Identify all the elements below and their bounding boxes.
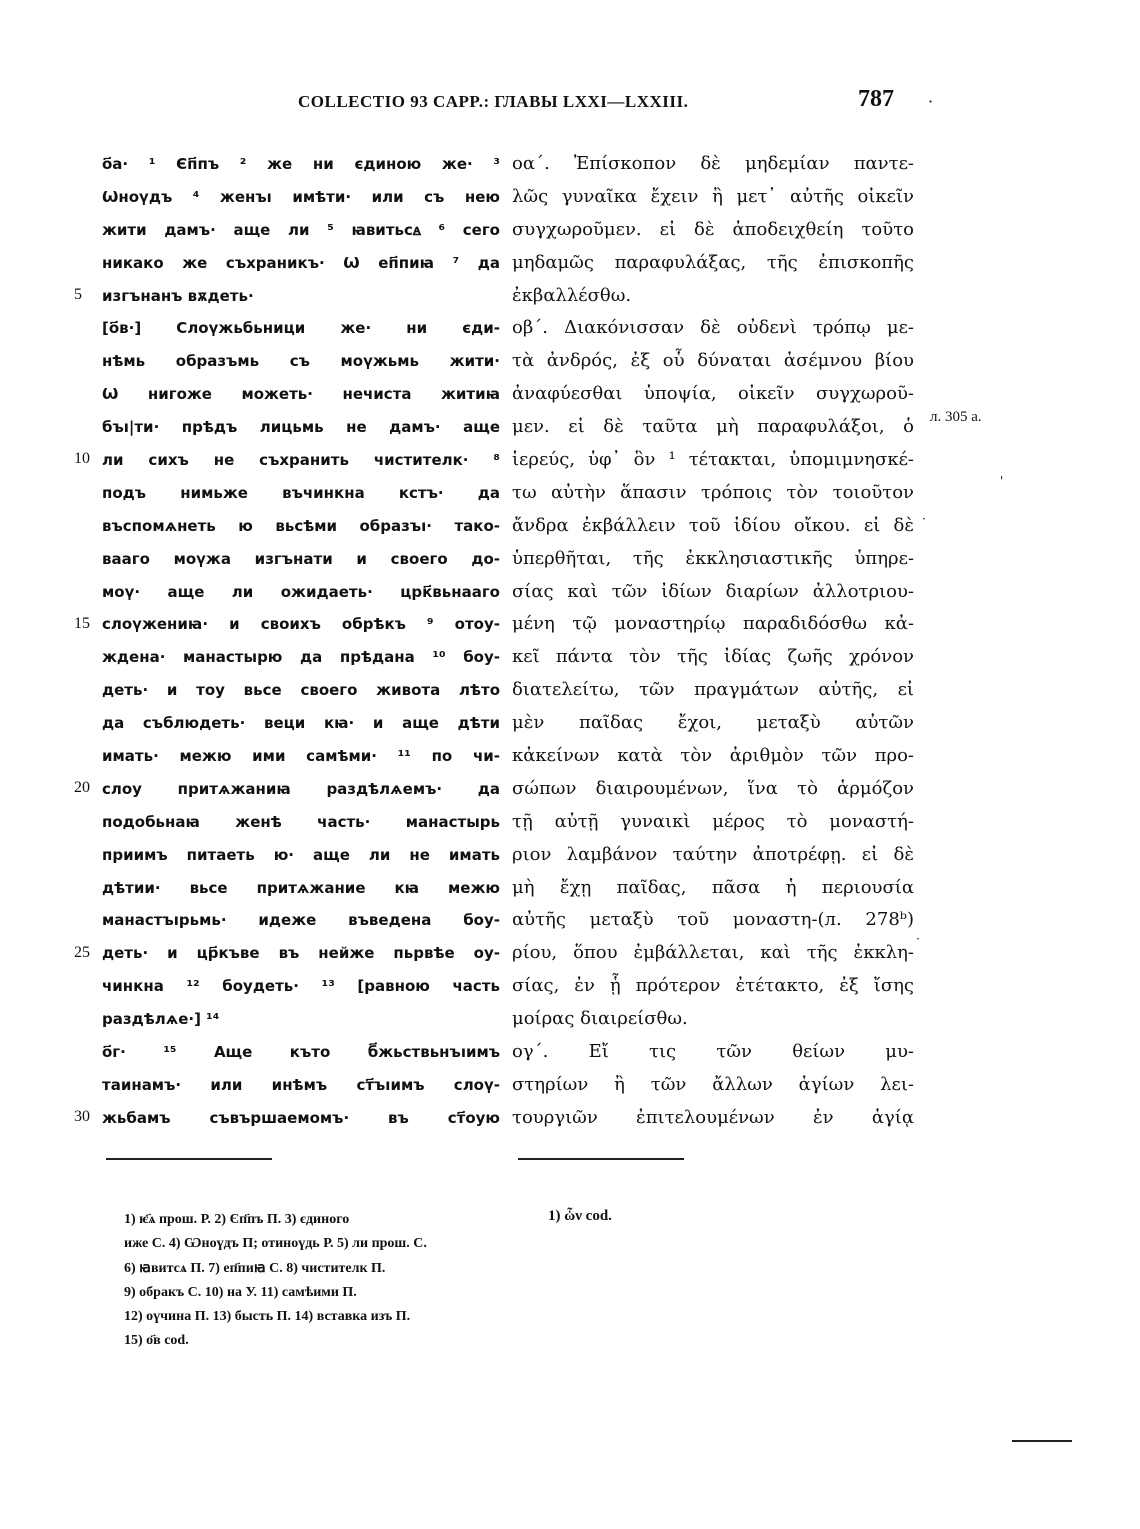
text-line: σώπων διαιρουμένων, ἵνα τὸ ἁρμόζον	[512, 777, 914, 799]
margin-folio-note: л. 305 a.	[930, 409, 982, 425]
text-line: ρίου, ὅπου ἐμβάλλεται, καὶ τῆς ἐκκλη-	[512, 942, 914, 964]
text-line: имать· межю ими самѣми· ¹¹ по чи-	[102, 747, 500, 766]
text-line: μοίρας διαιρείσθω.	[512, 1008, 688, 1030]
text-line: ογ΄. Εἴ τις τῶν θείων μυ-	[512, 1041, 914, 1063]
text-line: изгънанъ вѫдеть·	[102, 286, 254, 305]
text-line: никако же съхраникъ· Ѡ еп҃пиꙗ ⁷ да	[102, 253, 500, 272]
text-line: въспомѧнеть ю вьсѣми образъı· тако-	[102, 516, 500, 535]
corner-scribble-mark	[1012, 1440, 1072, 1442]
text-line: ли сихъ не съхранить чистителк· ⁸	[102, 451, 500, 470]
slavonic-text-column	[102, 148, 500, 1135]
text-line: деть· и тоу вьсе своего живота лѣто	[102, 681, 500, 700]
stray-mark: ·	[916, 932, 920, 946]
stray-mark: '	[1000, 474, 1004, 488]
text-line: чинкна ¹² боудеть· ¹³ [равною часть	[102, 977, 500, 996]
text-line: подобьнаꙗ женѣ часть· манастырь	[102, 812, 500, 831]
text-line: Ѡноүдъ ⁴ женъı имѣти· или съ нею	[102, 187, 500, 206]
stray-mark: ·	[922, 512, 926, 526]
header-dot-mark: ·	[928, 92, 934, 111]
text-line: Ѡ нигоже можеть· нечиста житиꙗ	[102, 385, 500, 404]
line-number: 20	[74, 779, 90, 797]
footnote-rule-left	[106, 1158, 272, 1160]
text-line: μένη τῷ μοναστηρίῳ παραδιδόσθω κἀ-	[512, 613, 914, 635]
text-line: ἀναφύεσθαι ὑποψία, οἰκεῖν συγχωροῦ-	[512, 383, 914, 405]
line-number: 15	[74, 614, 90, 632]
text-line: подъ нимьже въчинкна кстъ· да	[102, 483, 500, 502]
text-line: деть· и цр҃къве въ нейже пьрвѣе оу-	[102, 944, 500, 963]
text-line: τουργιῶν ἐπιτελουμένων ἐν ἁγίᾳ	[512, 1106, 914, 1128]
text-line: κεῖ πάντα τὸν τῆς ἰδίας ζωῆς χρόνον	[512, 646, 914, 668]
text-line: ἱερεύς, ὑφ᾽ ὃν ¹ τέτακται, ὑπομιμνησκέ-	[512, 449, 914, 471]
text-line: приимъ питаеть ю· аще ли не имать	[102, 845, 500, 864]
text-line: бъı|ти· прѣдъ лицьмь не дамъ· аще	[102, 418, 500, 437]
text-line: вааго моүжа изгънати и своего до-	[102, 549, 500, 568]
text-line: λῶς γυναῖκα ἔχειν ἢ μετ᾽ αὐτῆς οἰκεῖν	[512, 185, 914, 207]
text-line: μεν. εἰ δὲ ταῦτα μὴ παραφυλάξοι, ὁ	[512, 416, 914, 438]
text-line: слоүжениꙗ· и своихъ обрѣкъ ⁹ отоу-	[102, 615, 500, 634]
text-line: манастъıрьмь· идеже въведена боу-	[102, 911, 500, 930]
text-line: μηδαμῶς παραφυλάξας, τῆς ἐπισκοπῆς	[512, 251, 914, 273]
text-line: о҃г· ¹⁵ Аще къто б҃жьствьнъıимъ	[102, 1043, 500, 1062]
text-line: ριον λαμβάνον ταύτην ἀποτρέφῃ. εἰ δὲ	[512, 843, 914, 865]
text-line: τῇ αὐτῇ γυναικὶ μέρος τὸ μοναστή-	[512, 810, 914, 832]
text-line: раздѣлѧе·] ¹⁴	[102, 1010, 220, 1029]
text-line: 15) о҃в cod.	[124, 1333, 189, 1349]
running-header-title: COLLECTIO 93 CAPP.: ГЛАВЫ LXXI—LXXIII.	[298, 92, 689, 111]
footnote-rule-right	[518, 1158, 684, 1160]
text-line: κἀκείνων κατὰ τὸν ἀριθμὸν τῶν προ-	[512, 745, 914, 767]
text-line: о҃а· ¹ Єп҃пъ ² же ни єдиною же· ³	[102, 155, 500, 173]
text-line: σίας, ἐν ᾗ πρότερον ἐτέτακτο, ἐξ ἴσης	[512, 975, 914, 997]
line-number: 25	[74, 943, 90, 961]
text-line: моү· аще ли ожидаеть· црк҃вьнааго	[102, 582, 500, 601]
text-line: жденa· манастырю да прѣдана ¹⁰ боу-	[102, 648, 500, 667]
text-line: жити дамъ· аще ли ⁵ ꙗвитьсꙙ ⁶ сего	[102, 220, 500, 239]
text-line: σίας καὶ τῶν ἰδίων διαρίων ἀλλοτριου-	[512, 580, 914, 602]
text-line: 6) ꙗвитсѧ П. 7) еп҃пиꙗ С. 8) чистителк П.	[124, 1260, 386, 1276]
text-line: οα΄. Ἐπίσκοπον δὲ μηδεμίαν παντε-	[512, 153, 914, 174]
text-line: 12) оүчина П. 13) бысть П. 14) вставка изъ П.	[124, 1309, 411, 1325]
text-line: дѣтии· вьсе притѧжание кꙗ межю	[102, 878, 500, 897]
text-line: таинамъ· или инѣмъ ст҃ъıимъ слоү-	[102, 1075, 500, 1094]
text-line: ἄνδρα ἐκβάλλειν τοῦ ἰδίου οἴκου. εἰ δὲ	[512, 514, 914, 536]
text-line: τω αὐτὴν ἅπασιν τρόποις τὸν τοιοῦτον	[512, 481, 914, 503]
text-line: μὴ ἔχῃ παῖδας, πᾶσα ἡ περιουσία	[512, 876, 914, 898]
text-line: οβ΄. Διακόνισσαν δὲ οὐδενὶ τρόπῳ με-	[512, 317, 914, 339]
text-line: διατελείτω, τῶν πραγμάτων αὐτῆς, εἰ	[512, 679, 914, 701]
page-number: 787	[858, 86, 894, 112]
text-line: слоу притѧжаниꙗ раздѣлѧемъ· да	[102, 779, 500, 798]
text-line: ἐκβαλλέσθω.	[512, 284, 632, 306]
text-line: иже С. 4) Ѡноүдъ П; отиноүдь Р. 5) ли прош. С.	[124, 1236, 427, 1252]
text-line: да съблюдеть· веци кꙗ· и аще дѣти	[102, 714, 500, 733]
text-line: нѣмь образъмь съ моүжьмь жити·	[102, 352, 500, 371]
greek-footnote: 1) ὧν cod.	[548, 1208, 612, 1224]
text-line: жьбамъ съвършаемомъ· въ ст҃оую	[102, 1108, 500, 1127]
line-number: 30	[74, 1108, 90, 1126]
text-line: 1) ѥ҃ѧ прош. Р. 2) Єп҃пъ П. 3) єдиного	[124, 1212, 350, 1227]
text-line: τὰ ἀνδρός, ἐξ οὗ δύναται ἀσέμνου βίου	[512, 350, 914, 372]
text-line: [о҃в·] Слоүжьбьници же· ни єди-	[102, 319, 500, 338]
text-line: στηρίων ἢ τῶν ἄλλων ἁγίων λει-	[512, 1073, 914, 1095]
text-line: 9) обракъ С. 10) на У. 11) самѣими П.	[124, 1284, 357, 1300]
line-number: 10	[74, 450, 90, 468]
line-number: 5	[74, 285, 82, 303]
text-line: συγχωροῦμεν. εἰ δὲ ἀποδειχθείη τοῦτο	[512, 218, 914, 240]
slavonic-footnotes	[124, 1208, 504, 1354]
text-line: αὐτῆς μεταξὺ τοῦ μοναστη-(л. 278ᵇ)	[512, 909, 914, 931]
greek-text-column	[512, 148, 914, 1135]
text-line: ὑπερθῆται, τῆς ἐκκλησιαστικῆς ὑπηρε-	[512, 547, 914, 569]
text-line: μὲν παῖδας ἔχοι, μεταξὺ αὐτῶν	[512, 712, 914, 734]
